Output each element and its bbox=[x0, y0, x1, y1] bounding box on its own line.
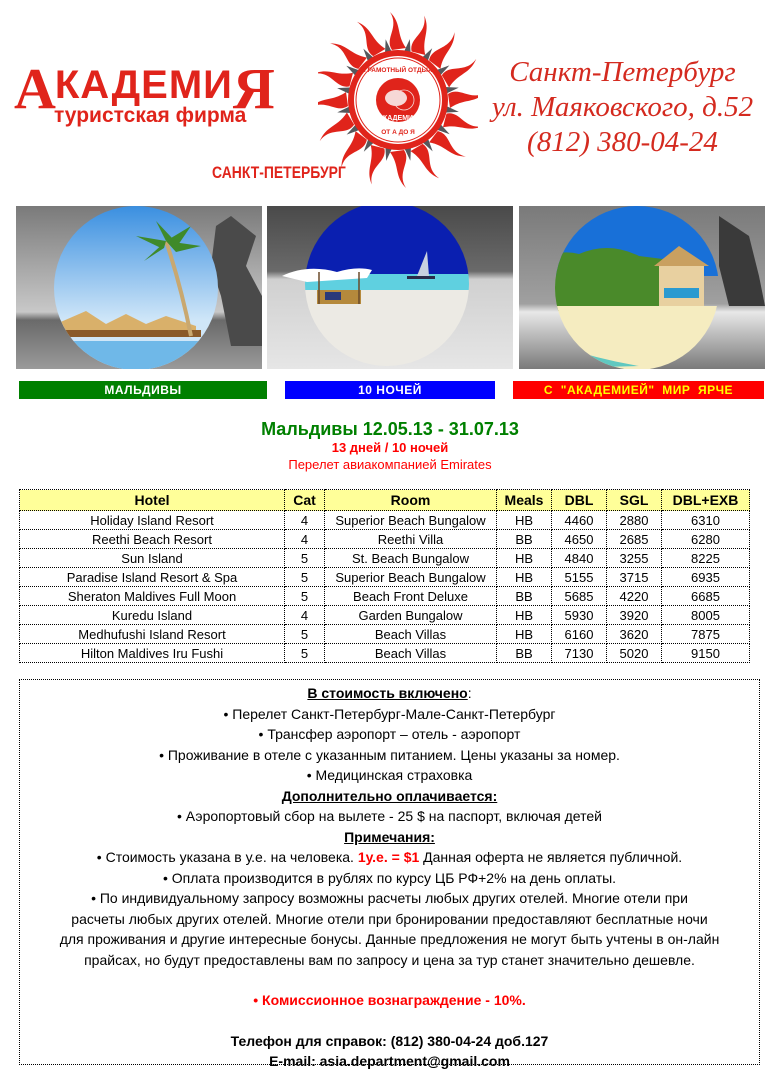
cell-room: Beach Front Deluxe bbox=[325, 587, 497, 606]
cell-cat: 5 bbox=[285, 644, 325, 663]
included-heading: В стоимость включено bbox=[307, 685, 468, 701]
cell-dbl-exb: 7875 bbox=[662, 625, 750, 644]
cell-dbl-exb: 6310 bbox=[662, 511, 750, 530]
cell-dbl: 4650 bbox=[552, 530, 607, 549]
address-block bbox=[470, 55, 775, 160]
photo-overwater-bungalow bbox=[16, 206, 262, 369]
cell-hotel: Kuredu Island bbox=[20, 606, 285, 625]
info-box bbox=[19, 679, 760, 1069]
cell-room: St. Beach Bungalow bbox=[325, 549, 497, 568]
col-header-dbl-exb: DBL+EXB bbox=[662, 490, 750, 511]
logo-letter-a: А bbox=[14, 56, 55, 121]
emblem-center-text: АКАДЕМИЯ bbox=[377, 115, 419, 122]
table-row bbox=[20, 606, 750, 625]
logo-letter-ya: Я bbox=[232, 56, 274, 121]
cell-hotel: Sheraton Maldives Full Moon bbox=[20, 587, 285, 606]
address-city: Санкт-Петербург bbox=[509, 56, 736, 88]
cell-dbl-exb: 6685 bbox=[662, 587, 750, 606]
cell-cat: 4 bbox=[285, 530, 325, 549]
cell-hotel: Holiday Island Resort bbox=[20, 511, 285, 530]
address-street: ул. Маяковского, д.52 bbox=[491, 91, 754, 123]
sun-emblem-icon bbox=[318, 4, 478, 194]
note-payment: • Оплата производится в рублях по курсу ЦБ РФ+2% на день оплаты. bbox=[162, 869, 617, 886]
logo-subtitle: туристская фирма bbox=[54, 104, 247, 127]
note-exchange-rate: 1у.е. = $1 bbox=[357, 849, 420, 865]
cell-sgl: 3255 bbox=[607, 549, 662, 568]
cell-meals: HB bbox=[497, 606, 552, 625]
cell-hotel: Medhufushi Island Resort bbox=[20, 625, 285, 644]
cell-room: Beach Villas bbox=[325, 644, 497, 663]
cell-dbl: 5155 bbox=[552, 568, 607, 587]
company-logo bbox=[14, 56, 304, 140]
cell-dbl-exb: 8005 bbox=[662, 606, 750, 625]
table-row bbox=[20, 530, 750, 549]
note-price bbox=[20, 847, 759, 868]
extra-item: • Аэропортовый сбор на вылете - 25 $ на паспорт, включая детей bbox=[177, 808, 602, 824]
cell-dbl: 4840 bbox=[552, 549, 607, 568]
cell-dbl: 6160 bbox=[552, 625, 607, 644]
cell-sgl: 5020 bbox=[607, 644, 662, 663]
included-item: • Перелет Санкт-Петербург-Мале-Санкт-Петербург bbox=[223, 705, 556, 722]
emblem-bottom-text: ОТ А ДО Я bbox=[381, 129, 415, 136]
cell-room: Garden Bungalow bbox=[325, 606, 497, 625]
note-price-text: • Стоимость указана в у.е. на человека. bbox=[96, 849, 358, 865]
banner-slogan: С "АКАДЕМИЕЙ" МИР ЯРЧЕ bbox=[513, 381, 764, 399]
cell-meals: BB bbox=[497, 644, 552, 663]
extra-heading: Дополнительно оплачивается: bbox=[281, 787, 498, 804]
cell-dbl: 5930 bbox=[552, 606, 607, 625]
offer-duration: 13 дней / 10 ночей bbox=[331, 440, 449, 455]
photo-beach-canopy bbox=[267, 206, 513, 369]
included-item: • Медицинская страховка bbox=[306, 767, 473, 783]
included-heading-line bbox=[20, 683, 759, 704]
col-header-room: Room bbox=[325, 490, 497, 511]
offer-title: Мальдивы 12.05.13 - 31.07.13 bbox=[261, 419, 519, 439]
cell-hotel: Paradise Island Resort & Spa bbox=[20, 568, 285, 587]
address-phone: (812) 380-04-24 bbox=[527, 126, 718, 158]
table-row bbox=[20, 549, 750, 568]
note-request-line: • По индивидуальному запросу возможны расчеты любых других отелей. Многие отели при bbox=[91, 890, 688, 906]
cell-room: Reethi Villa bbox=[325, 530, 497, 549]
logo-city: САНКТ-ПЕТЕРБУРГ bbox=[212, 163, 346, 182]
col-header-meals: Meals bbox=[497, 490, 552, 511]
cell-sgl: 3715 bbox=[607, 568, 662, 587]
cell-dbl-exb: 6280 bbox=[662, 530, 750, 549]
cell-hotel: Reethi Beach Resort bbox=[20, 530, 285, 549]
commission-note: • Комиссионное вознаграждение - 10%. bbox=[253, 992, 526, 1008]
notes-heading: Примечания: bbox=[344, 828, 435, 845]
cell-sgl: 3620 bbox=[607, 625, 662, 644]
table-header-row bbox=[20, 490, 750, 511]
cell-hotel: Sun Island bbox=[20, 549, 285, 568]
cell-dbl: 7130 bbox=[552, 644, 607, 663]
cell-dbl-exb: 8225 bbox=[662, 549, 750, 568]
cell-hotel: Hilton Maldives Iru Fushi bbox=[20, 644, 285, 663]
logo-letters: КАДЕМИ bbox=[54, 63, 233, 107]
cell-meals: HB bbox=[497, 625, 552, 644]
cell-cat: 5 bbox=[285, 549, 325, 568]
cell-cat: 5 bbox=[285, 568, 325, 587]
cell-sgl: 3920 bbox=[607, 606, 662, 625]
table-row bbox=[20, 511, 750, 530]
table-row bbox=[20, 587, 750, 606]
col-header-cat: Cat bbox=[285, 490, 325, 511]
cell-meals: HB bbox=[497, 549, 552, 568]
cell-room: Superior Beach Bungalow bbox=[325, 568, 497, 587]
table-row bbox=[20, 568, 750, 587]
cell-sgl: 2880 bbox=[607, 511, 662, 530]
price-table bbox=[19, 489, 750, 663]
cell-room: Superior Beach Bungalow bbox=[325, 511, 497, 530]
contact-email[interactable]: E-mail: asia.department@gmail.com bbox=[269, 1053, 510, 1069]
banner-maldives: МАЛЬДИВЫ bbox=[19, 381, 267, 399]
cell-cat: 4 bbox=[285, 606, 325, 625]
cell-dbl-exb: 9150 bbox=[662, 644, 750, 663]
emblem-top-text: ГРАМОТНЫЙ ОТДЫХ bbox=[363, 67, 433, 74]
offer-flight: Перелет авиакомпанией Emirates bbox=[288, 457, 492, 472]
spacer bbox=[20, 1011, 759, 1031]
included-item: • Трансфер аэропорт – отель - аэропорт bbox=[258, 726, 521, 742]
col-header-sgl: SGL bbox=[607, 490, 662, 511]
included-colon: : bbox=[467, 685, 472, 701]
contact-phone: Телефон для справок: (812) 380-04-24 доб.127 bbox=[230, 1032, 549, 1049]
col-header-dbl: DBL bbox=[552, 490, 607, 511]
spacer bbox=[20, 970, 759, 990]
cell-cat: 5 bbox=[285, 587, 325, 606]
cell-cat: 5 bbox=[285, 625, 325, 644]
photo-beach-villa bbox=[519, 206, 765, 369]
cell-dbl: 4460 bbox=[552, 511, 607, 530]
note-request-line: для проживания и другие интересные бонусы. Данные предложения не могут быть учтены в он-лайн bbox=[59, 931, 720, 947]
cell-meals: BB bbox=[497, 587, 552, 606]
cell-cat: 4 bbox=[285, 511, 325, 530]
table-row bbox=[20, 644, 750, 663]
cell-meals: HB bbox=[497, 511, 552, 530]
cell-meals: BB bbox=[497, 530, 552, 549]
cell-meals: HB bbox=[497, 568, 552, 587]
cell-dbl-exb: 6935 bbox=[662, 568, 750, 587]
cell-sgl: 4220 bbox=[607, 587, 662, 606]
cell-dbl: 5685 bbox=[552, 587, 607, 606]
table-row bbox=[20, 625, 750, 644]
note-offer-text: Данная оферта не является публичной. bbox=[419, 849, 683, 865]
note-request-line: прайсах, но будут предоставлены вам по запросу и цена за тур станет значительно дешевле. bbox=[84, 951, 695, 968]
included-item: • Проживание в отеле с указанным питанием. Цены указаны за номер. bbox=[159, 746, 620, 763]
col-header-hotel: Hotel bbox=[20, 490, 285, 511]
cell-room: Beach Villas bbox=[325, 625, 497, 644]
note-request-line: расчеты любых других отелей. Многие отели при бронировании предоставляют бесплатные ночи bbox=[71, 910, 708, 927]
cell-sgl: 2685 bbox=[607, 530, 662, 549]
banner-nights: 10 НОЧЕЙ bbox=[285, 381, 495, 399]
